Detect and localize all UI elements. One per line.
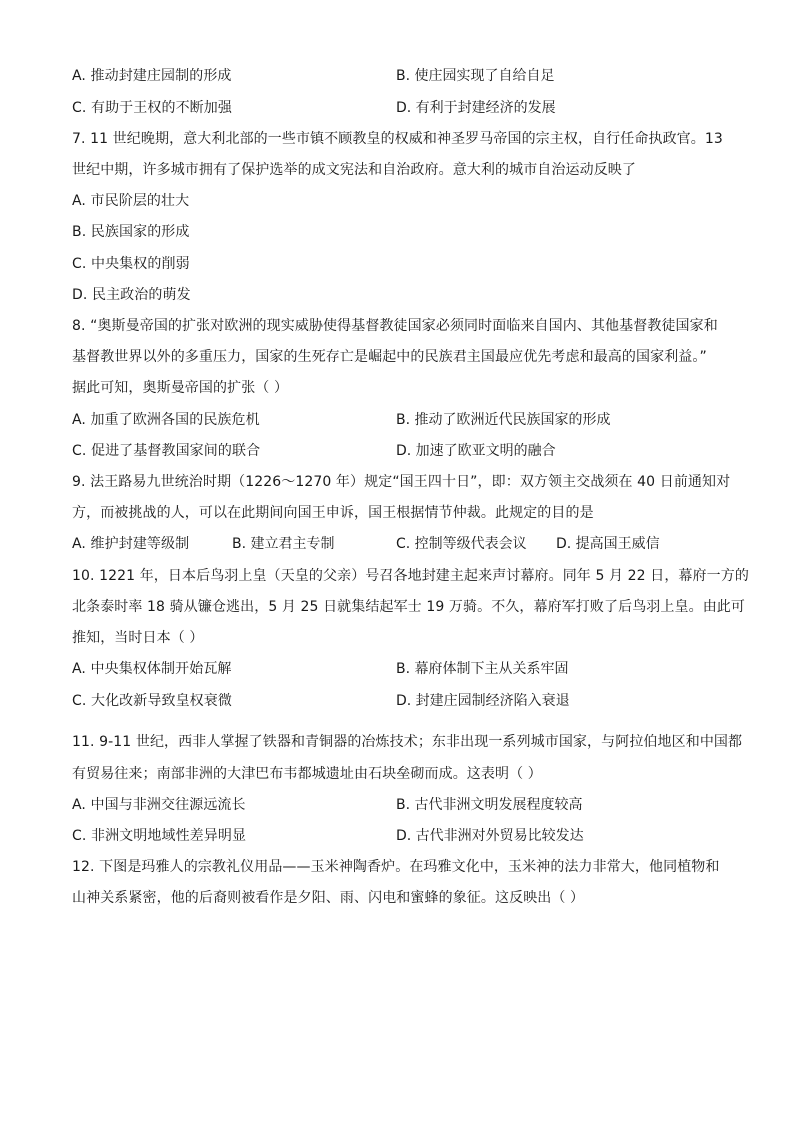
- q11-option-c: C. 非洲文明地域性差异明显: [72, 828, 247, 844]
- q10-option-a: A. 中央集权体制开始瓦解: [72, 661, 232, 677]
- q12-stem-line-2: 山神关系紧密，他的后裔则被看作是夕阳、雨、闪电和蜜蜂的象征。这反映出（ ）: [72, 890, 585, 906]
- q8-option-a: A. 加重了欧洲各国的民族危机: [72, 412, 260, 428]
- q8-option-d: D. 加速了欧亚文明的融合: [396, 443, 556, 459]
- q6-option-a: A. 推动封建庄园制的形成: [72, 68, 232, 84]
- q8-option-c: C. 促进了基督教国家间的联合: [72, 443, 261, 459]
- q8-stem-line-2: 基督教世界以外的多重压力，国家的生死存亡是崛起中的民族君主国最应优先考虑和最高的国家利益。”: [72, 349, 707, 365]
- q6-option-c: C. 有助于王权的不断加强: [72, 100, 232, 116]
- q9-option-d: D. 提高国王威信: [556, 536, 660, 552]
- q6-option-b: B. 使庄园实现了自给自足: [396, 68, 555, 84]
- q11-stem-line-2: 有贸易往来；南部非洲的大津巴布韦都城遗址由石块垒砌而成。这表明（ ）: [72, 766, 542, 782]
- q10-stem-line-2: 北条泰时率 18 骑从镰仓逃出，5 月 25 日就集结起军士 19 万骑。不久，幕府军打败了后鸟羽上皇。由此可: [72, 599, 745, 615]
- q10-option-b: B. 幕府体制下主从关系牢固: [396, 661, 569, 677]
- q7-option-b: B. 民族国家的形成: [72, 224, 190, 240]
- q7-option-d: D. 民主政治的萌发: [72, 287, 191, 303]
- q11-stem-line-1: 11. 9-11 世纪，西非人掌握了铁器和青铜器的冶炼技术；东非出现一系列城市国家，与阿拉伯地区和中国都: [72, 734, 743, 750]
- q7-option-c: C. 中央集权的削弱: [72, 256, 190, 272]
- q11-option-a: A. 中国与非洲交往源远流长: [72, 797, 246, 813]
- q12-stem-line-1: 12. 下图是玛雅人的宗教礼仪用品——玉米神陶香炉。在玛雅文化中，玉米神的法力非常大，他同植物和: [72, 859, 720, 875]
- q11-option-d: D. 古代非洲对外贸易比较发达: [396, 828, 584, 844]
- q8-stem-line-3: 据此可知，奥斯曼帝国的扩张（ ）: [72, 380, 289, 396]
- q10-stem-line-1: 10. 1221 年，日本后鸟羽上皇（天皇的父亲）号召各地封建主起来声讨幕府。同年 5 月 22 日，幕府一方的: [72, 568, 749, 584]
- q9-stem-line-2: 方，而被挑战的人，可以在此期间向国王申诉，国王根据情节仲裁。此规定的目的是: [72, 505, 594, 521]
- q7-option-a: A. 市民阶层的壮大: [72, 193, 190, 209]
- q9-option-b: B. 建立君主专制: [232, 536, 335, 552]
- q10-option-d: D. 封建庄园制经济陷入衰退: [396, 693, 570, 709]
- q8-option-b: B. 推动了欧洲近代民族国家的形成: [396, 412, 611, 428]
- q10-option-c: C. 大化改新导致皇权衰微: [72, 693, 232, 709]
- q9-stem-line-1: 9. 法王路易九世统治时期（1226～1270 年）规定“国王四十日”，即：双方领主交战须在 40 日前通知对: [72, 474, 731, 490]
- q7-stem-line-1: 7. 11 世纪晚期，意大利北部的一些市镇不顾教皇的权威和神圣罗马帝国的宗主权，自行任命执政官。13: [72, 131, 723, 147]
- q9-option-a: A. 维护封建等级制: [72, 536, 190, 552]
- q7-stem-line-2: 世纪中期，许多城市拥有了保护选举的成文宪法和自治政府。意大利的城市自治运动反映了: [72, 162, 636, 178]
- q10-stem-line-3: 推知，当时日本（ ）: [72, 630, 204, 646]
- q9-option-c: C. 控制等级代表会议: [396, 536, 527, 552]
- q6-option-d: D. 有利于封建经济的发展: [396, 100, 556, 116]
- q11-option-b: B. 古代非洲文明发展程度较高: [396, 797, 583, 813]
- q8-stem-line-1: 8. “奥斯曼帝国的扩张对欧洲的现实威胁使得基督教徒国家必须同时面临来自国内、其他基督教徒国家和: [72, 318, 718, 334]
